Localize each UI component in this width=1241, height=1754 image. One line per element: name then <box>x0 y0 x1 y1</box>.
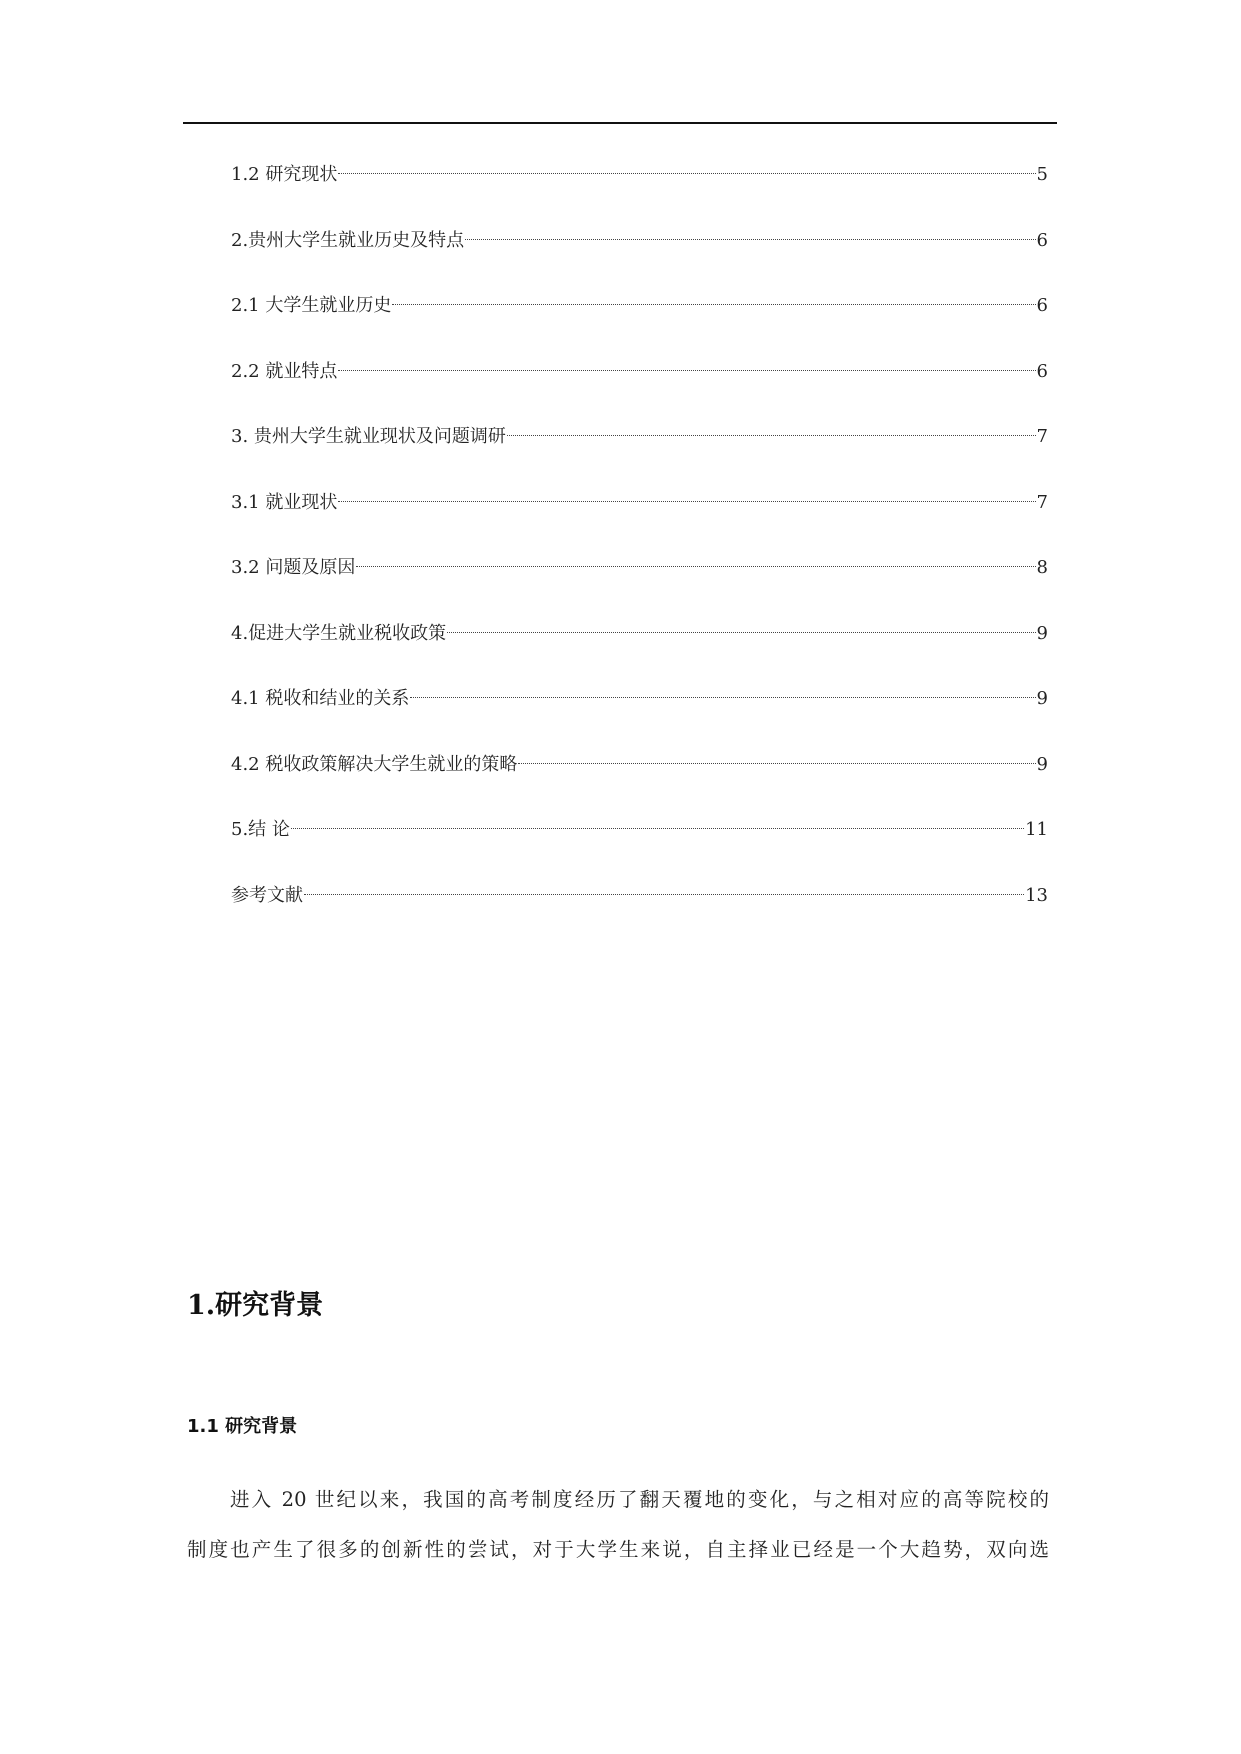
toc-entry-page: 6 <box>1036 360 1048 382</box>
toc-entry-title: 4.促进大学生就业税收政策 <box>231 622 447 644</box>
toc-entry-title: 1.2 研究现状 <box>231 164 338 185</box>
toc-entry-title: 2.2 就业特点 <box>231 360 338 382</box>
toc-dot-leader <box>518 763 1035 764</box>
toc-dot-leader <box>465 239 1035 240</box>
toc-entry-page: 11 <box>1025 819 1048 840</box>
toc-dot-leader <box>338 501 1035 502</box>
header-rule <box>183 122 1057 124</box>
toc-entry[interactable] <box>231 813 1048 879</box>
table-of-contents <box>231 158 1048 944</box>
toc-entry[interactable] <box>231 289 1048 355</box>
toc-entry-page: 7 <box>1036 426 1048 447</box>
toc-entry-title: 4.2 税收政策解决大学生就业的策略 <box>231 753 518 775</box>
toc-dot-leader <box>507 435 1036 436</box>
toc-entry-page: 9 <box>1036 622 1048 644</box>
toc-entry[interactable] <box>231 879 1048 945</box>
toc-dot-leader <box>410 697 1035 698</box>
toc-dot-leader <box>356 566 1035 567</box>
toc-entry-page: 5 <box>1036 164 1048 185</box>
paragraph-line: 进入 20 世纪以来，我国的高考制度经历了翻天覆地的变化，与之相对应的高等院校的 <box>230 1488 1049 1511</box>
toc-entry-page: 7 <box>1036 491 1048 513</box>
toc-entry[interactable] <box>231 551 1048 617</box>
body-paragraph <box>187 1475 1049 1575</box>
toc-entry[interactable] <box>231 355 1048 421</box>
section-heading: 1.研究背景 <box>187 1290 324 1321</box>
toc-entry[interactable] <box>231 617 1048 683</box>
toc-entry-title: 5.结 论 <box>231 819 290 840</box>
toc-entry[interactable] <box>231 486 1048 552</box>
toc-entry-page: 9 <box>1036 753 1048 775</box>
toc-entry[interactable] <box>231 420 1048 486</box>
toc-dot-leader <box>338 370 1035 371</box>
toc-entry[interactable] <box>231 682 1048 748</box>
toc-entry[interactable] <box>231 748 1048 814</box>
toc-entry-page: 8 <box>1036 557 1048 578</box>
toc-entry[interactable] <box>231 224 1048 290</box>
toc-entry-title: 参考文献 <box>231 884 303 906</box>
toc-entry-page: 9 <box>1036 688 1048 709</box>
toc-dot-leader <box>304 894 1024 895</box>
subsection-heading: 1.1 研究背景 <box>187 1416 298 1437</box>
paragraph-line: 制度也产生了很多的创新性的尝试，对于大学生来说，自主择业已经是一个大趋势，双向选 <box>187 1538 1049 1561</box>
toc-entry-page: 6 <box>1036 229 1048 251</box>
toc-entry-title: 3.1 就业现状 <box>231 491 338 513</box>
toc-entry-title: 2.贵州大学生就业历史及特点 <box>231 229 465 251</box>
toc-dot-leader <box>447 632 1035 633</box>
toc-entry-page: 6 <box>1036 295 1048 316</box>
toc-dot-leader <box>338 173 1035 174</box>
toc-dot-leader <box>392 304 1035 305</box>
toc-entry-page: 13 <box>1025 884 1048 906</box>
toc-dot-leader <box>291 828 1024 829</box>
toc-entry-title: 3.2 问题及原因 <box>231 557 356 578</box>
toc-entry[interactable] <box>231 158 1048 224</box>
toc-entry-title: 3. 贵州大学生就业现状及问题调研 <box>231 426 506 447</box>
toc-entry-title: 4.1 税收和结业的关系 <box>231 688 410 709</box>
toc-entry-title: 2.1 大学生就业历史 <box>231 295 392 316</box>
